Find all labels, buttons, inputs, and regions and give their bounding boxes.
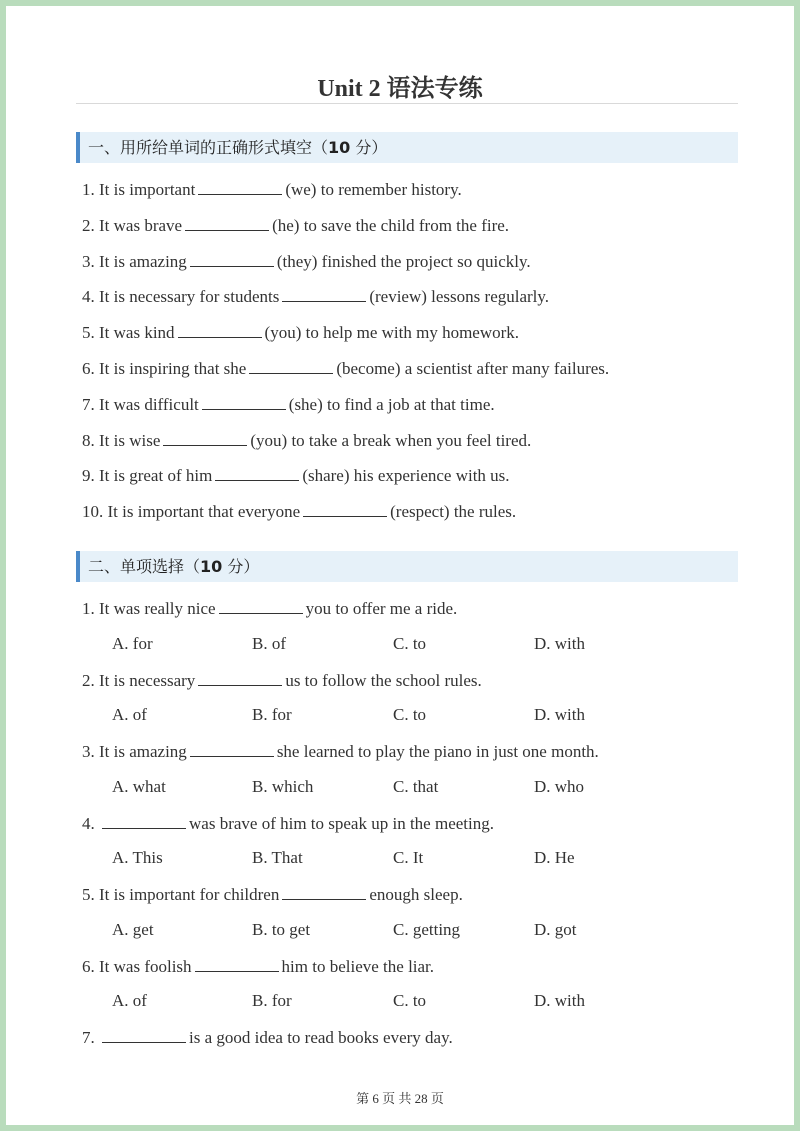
- question-number: 8.: [82, 430, 95, 450]
- question-number: 5.: [82, 323, 95, 343]
- question-text-after: was brave of him to speak up in the meeting.: [189, 813, 494, 833]
- question-text-after: (respect) the rules.: [390, 502, 517, 522]
- option-choice[interactable]: B. for: [252, 991, 292, 1010]
- question-number: 5.: [82, 885, 95, 904]
- question-text-after: (she) to find a job at that time.: [288, 394, 495, 414]
- question-text-before: It was difficult: [99, 394, 199, 414]
- section2-heading-end: 分）: [222, 557, 260, 576]
- option-choice[interactable]: A. of: [112, 991, 147, 1010]
- question-number: 9.: [82, 466, 95, 486]
- answer-blank[interactable]: [303, 500, 387, 517]
- option-choice[interactable]: B. for: [252, 705, 292, 724]
- answer-blank[interactable]: [185, 214, 269, 231]
- option-choice[interactable]: C. to: [393, 991, 427, 1010]
- question-text-after: she learned to play the piano in just one month.: [276, 742, 599, 761]
- section2-score: 10: [200, 557, 223, 576]
- question-text-before: It was brave: [99, 215, 183, 235]
- section1-heading-text: 一、用所给单词的正确形式填空（: [88, 138, 329, 157]
- option-choice[interactable]: C. that: [393, 776, 439, 796]
- option-choice[interactable]: D. with: [534, 633, 585, 653]
- question-text-after: (you) to take a break when you feel tired.: [250, 430, 532, 450]
- option-choice[interactable]: C. to: [393, 705, 427, 724]
- question-line: [82, 250, 531, 273]
- option-choice[interactable]: A. get: [112, 919, 154, 939]
- question-line: [82, 429, 531, 452]
- question-text-before: It was kind: [99, 323, 175, 343]
- question-line: [82, 464, 510, 487]
- answer-blank[interactable]: [102, 1026, 186, 1043]
- option-choice[interactable]: B. of: [252, 633, 286, 653]
- question-text-after: him to believe the liar.: [281, 956, 435, 976]
- question-text-before: It is amazing: [99, 742, 187, 761]
- answer-blank[interactable]: [102, 812, 186, 829]
- question-line: [82, 500, 516, 523]
- question-text-after: (we) to remember history.: [285, 180, 462, 199]
- question-text-after: us to follow the school rules.: [285, 670, 482, 690]
- question-line: [82, 393, 495, 416]
- answer-blank[interactable]: [163, 429, 247, 446]
- question-text-after: enough sleep.: [369, 885, 463, 904]
- option-choice[interactable]: D. who: [534, 776, 585, 796]
- answer-blank[interactable]: [282, 883, 366, 900]
- option-choice[interactable]: D. with: [534, 991, 585, 1010]
- question-line: [82, 955, 434, 978]
- question-text-after: (you) to help me with my homework.: [264, 323, 520, 343]
- answer-blank[interactable]: [282, 285, 366, 302]
- option-choice[interactable]: A. This: [112, 848, 163, 867]
- question-text-after: (he) to save the child from the fire.: [272, 215, 510, 235]
- section1-score: 10: [328, 138, 351, 157]
- answer-blank[interactable]: [249, 357, 333, 374]
- question-text-after: (review) lessons regularly.: [369, 287, 550, 307]
- page-footer: 第 6 页 共 28 页: [356, 1091, 444, 1106]
- answer-blank[interactable]: [178, 321, 262, 338]
- question-number: 2.: [82, 215, 95, 235]
- option-choice[interactable]: D. He: [534, 848, 575, 867]
- question-text-before: It is important for children: [99, 885, 280, 904]
- question-text-after: (they) finished the project so quickly.: [276, 251, 531, 271]
- question-line: [82, 740, 599, 763]
- question-line: [82, 669, 482, 692]
- question-text-after: you to offer me a ride.: [305, 599, 458, 618]
- section2-heading: [76, 551, 738, 582]
- section2-heading-text: 二、单项选择（: [88, 557, 201, 576]
- answer-blank[interactable]: [202, 393, 286, 410]
- option-choice[interactable]: C. getting: [393, 919, 461, 939]
- option-choice[interactable]: C. It: [393, 848, 424, 867]
- question-text-before: It is amazing: [99, 251, 187, 271]
- option-choice[interactable]: B. to get: [252, 919, 311, 939]
- question-line: [82, 1026, 453, 1049]
- question-line: [82, 883, 463, 906]
- title-divider: [76, 103, 738, 104]
- question-number: 7.: [82, 1028, 95, 1047]
- question-text-before: It is wise: [99, 430, 161, 450]
- question-number: 3.: [82, 251, 95, 271]
- page-title: Unit 2 语法专练: [317, 76, 483, 102]
- question-text-before: It was really nice: [99, 599, 216, 618]
- answer-blank[interactable]: [219, 597, 303, 614]
- question-line: [82, 321, 519, 344]
- option-choice[interactable]: B. That: [252, 848, 303, 867]
- option-choice[interactable]: A. for: [112, 633, 153, 653]
- question-text-after: (become) a scientist after many failures.: [336, 359, 610, 378]
- option-choice[interactable]: D. got: [534, 919, 577, 939]
- question-text-before: It was foolish: [99, 956, 192, 976]
- question-line: [82, 214, 509, 237]
- question-number: 6.: [82, 956, 95, 976]
- question-line: [82, 597, 457, 620]
- question-text-after: (share) his experience with us.: [302, 466, 510, 486]
- question-number: 3.: [82, 742, 95, 761]
- answer-blank[interactable]: [190, 250, 274, 267]
- section1-heading-end: 分）: [350, 138, 388, 157]
- question-number: 4.: [82, 813, 95, 833]
- question-line: [82, 178, 462, 201]
- question-text-before: It is important that everyone: [107, 502, 301, 522]
- option-choice[interactable]: D. with: [534, 705, 585, 724]
- question-number: 2.: [82, 670, 95, 690]
- option-choice[interactable]: B. which: [252, 776, 314, 796]
- question-number: 1.: [82, 599, 95, 618]
- question-text-before: It is necessary for students: [99, 287, 280, 307]
- question-number: 1.: [82, 180, 95, 199]
- answer-blank[interactable]: [198, 669, 282, 686]
- question-text-before: It is great of him: [99, 466, 213, 486]
- question-number: 7.: [82, 394, 95, 414]
- question-number: 4.: [82, 287, 95, 307]
- answer-blank[interactable]: [215, 464, 299, 481]
- option-choice[interactable]: A. what: [112, 776, 166, 796]
- answer-blank[interactable]: [195, 955, 279, 972]
- question-text-before: It is necessary: [99, 670, 196, 690]
- question-line: [82, 812, 494, 835]
- question-line: [82, 357, 609, 380]
- question-number: 10.: [82, 502, 104, 522]
- answer-blank[interactable]: [190, 740, 274, 757]
- question-text-before: It is important: [99, 180, 196, 199]
- question-text-after: is a good idea to read books every day.: [189, 1028, 453, 1047]
- question-line: [82, 285, 549, 308]
- answer-blank[interactable]: [198, 178, 282, 195]
- option-choice[interactable]: C. to: [393, 633, 427, 653]
- section1-heading: [76, 132, 738, 163]
- question-number: 6.: [82, 359, 95, 378]
- question-text-before: It is inspiring that she: [99, 359, 247, 378]
- option-choice[interactable]: A. of: [112, 705, 147, 724]
